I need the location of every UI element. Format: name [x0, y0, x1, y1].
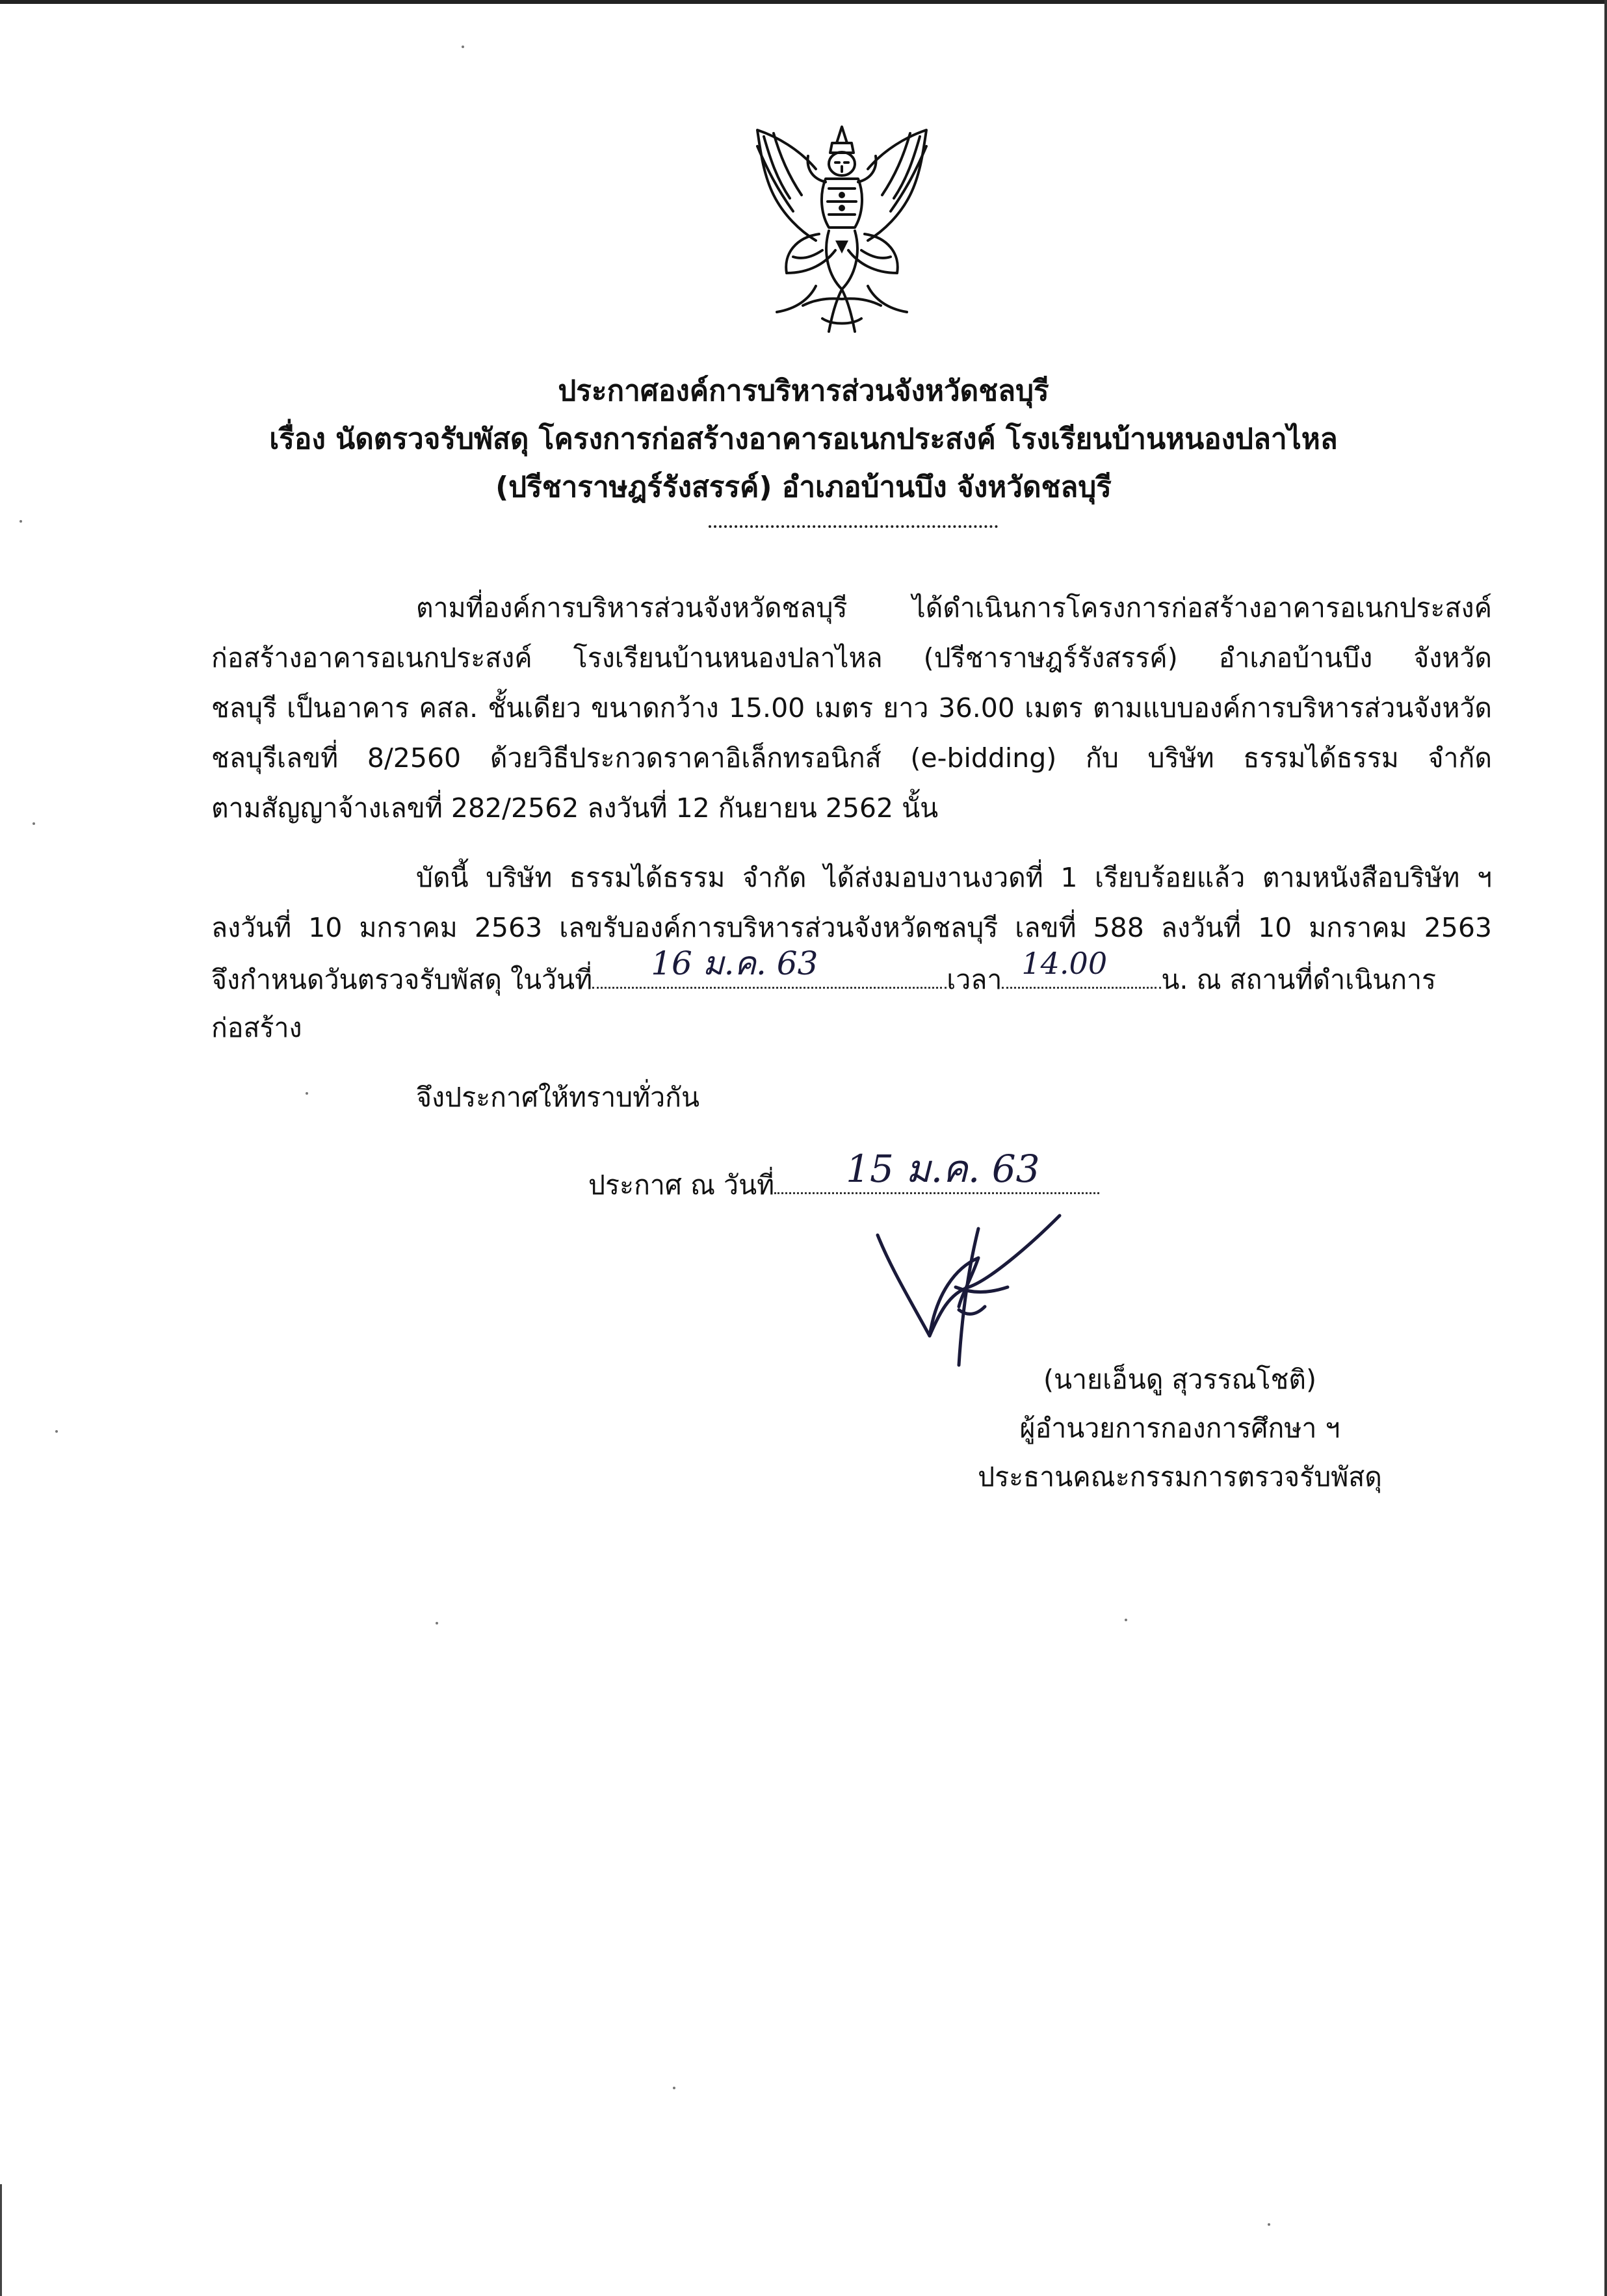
inspection-time-handwritten: 14.00 — [1021, 946, 1108, 981]
signatory-position: ผู้อำนวยการกองการศึกษา ฯ — [1019, 1413, 1340, 1444]
scan-speck — [436, 1622, 438, 1624]
p2-line-2: ลงวันที่ 10 มกราคม 2563 เลขรับองค์การบริหารส่วนจังหวัดชลบุรี เลขที่ 588 ลงวันที่ 10 มกราคม 2563 — [211, 912, 1492, 943]
p2-line-1: บัดนี้ บริษัท ธรรมได้ธรรม จำกัด ได้ส่งมอบงานงวดที่ 1 เรียบร้อยแล้ว ตามหนังสือบริษัท ฯ — [416, 862, 1492, 893]
scan-speck — [462, 46, 464, 48]
scan-speck — [306, 1092, 308, 1095]
schedule-suffix: น. ณ สถานที่ดำเนินการ — [1161, 964, 1437, 995]
heading-line-1: ประกาศองค์การบริหารส่วนจังหวัดชลบุรี — [558, 374, 1049, 408]
p2-line-3 — [211, 945, 1437, 999]
scan-speck — [673, 2087, 675, 2089]
closing-statement: จึงประกาศให้ทราบทั่วกัน — [416, 1082, 700, 1113]
scan-edge-right — [1604, 0, 1607, 2296]
p2-line-4: ก่อสร้าง — [211, 1012, 302, 1043]
signatory-role: ประธานคณะกรรมการตรวจรับพัสดุ — [978, 1461, 1382, 1493]
inspection-time-field — [1002, 946, 1161, 989]
scan-edge-left — [0, 2184, 2, 2296]
inspection-date-field — [592, 945, 947, 989]
p1-line-5: ตามสัญญาจ้างเลขที่ 282/2562 ลงวันที่ 12 กันยายน 2562 นั้น — [211, 792, 939, 824]
time-label: เวลา — [947, 964, 1002, 995]
p1-line-2: ก่อสร้างอาคารอเนกประสงค์ โรงเรียนบ้านหนองปลาไหล (ปรีชาราษฎร์รังสรรค์) อำเภอบ้านบึง จังหวัด — [211, 642, 1492, 673]
scan-speck — [1125, 1619, 1127, 1621]
scan-speck — [55, 1430, 58, 1433]
inspection-date-handwritten: 16 ม.ค. 63 — [651, 945, 818, 982]
heading-line-3: (ปรีชาราษฎร์รังสรรค์) อำเภอบ้านบึง จังหวัดชลบุรี — [495, 471, 1112, 504]
signatory-name: (นายเอ็นดู สุวรรณโชติ) — [1043, 1364, 1316, 1395]
garuda-emblem-icon — [738, 124, 946, 338]
announce-date-handwritten: 15 ม.ค. 63 — [846, 1147, 1040, 1191]
announce-label: ประกาศ ณ วันที่ — [588, 1169, 775, 1201]
scan-speck — [33, 822, 35, 825]
scan-edge-top — [0, 0, 1607, 4]
scan-speck — [1268, 2223, 1270, 2226]
p1-line-1: ตามที่องค์การบริหารส่วนจังหวัดชลบุรี ได้ดำเนินการโครงการก่อสร้างอาคารอเนกประสงค์ — [416, 592, 1492, 623]
scan-speck — [20, 520, 22, 523]
schedule-prefix: จึงกำหนดวันตรวจรับพัสดุ ในวันที่ — [211, 964, 593, 995]
heading-line-2: เรื่อง นัดตรวจรับพัสดุ โครงการก่อสร้างอาคารอเนกประสงค์ โรงเรียนบ้านหนองปลาไหล — [269, 423, 1338, 456]
p1-line-4: ชลบุรีเลขที่ 8/2560 ด้วยวิธีประกวดราคาอิเล็กทรอนิกส์ (e-bidding) กับ บริษัท ธรรมได้ธรรม จำกัด — [211, 742, 1492, 774]
announce-date-field — [774, 1147, 1099, 1194]
heading-separator — [709, 525, 998, 528]
p1-line-3: ชลบุรี เป็นอาคาร คสล. ชั้นเดียว ขนาดกว้าง 15.00 เมตร ยาว 36.00 เมตร ตามแบบองค์การบริหารส่วนจังหวัด — [211, 692, 1492, 724]
